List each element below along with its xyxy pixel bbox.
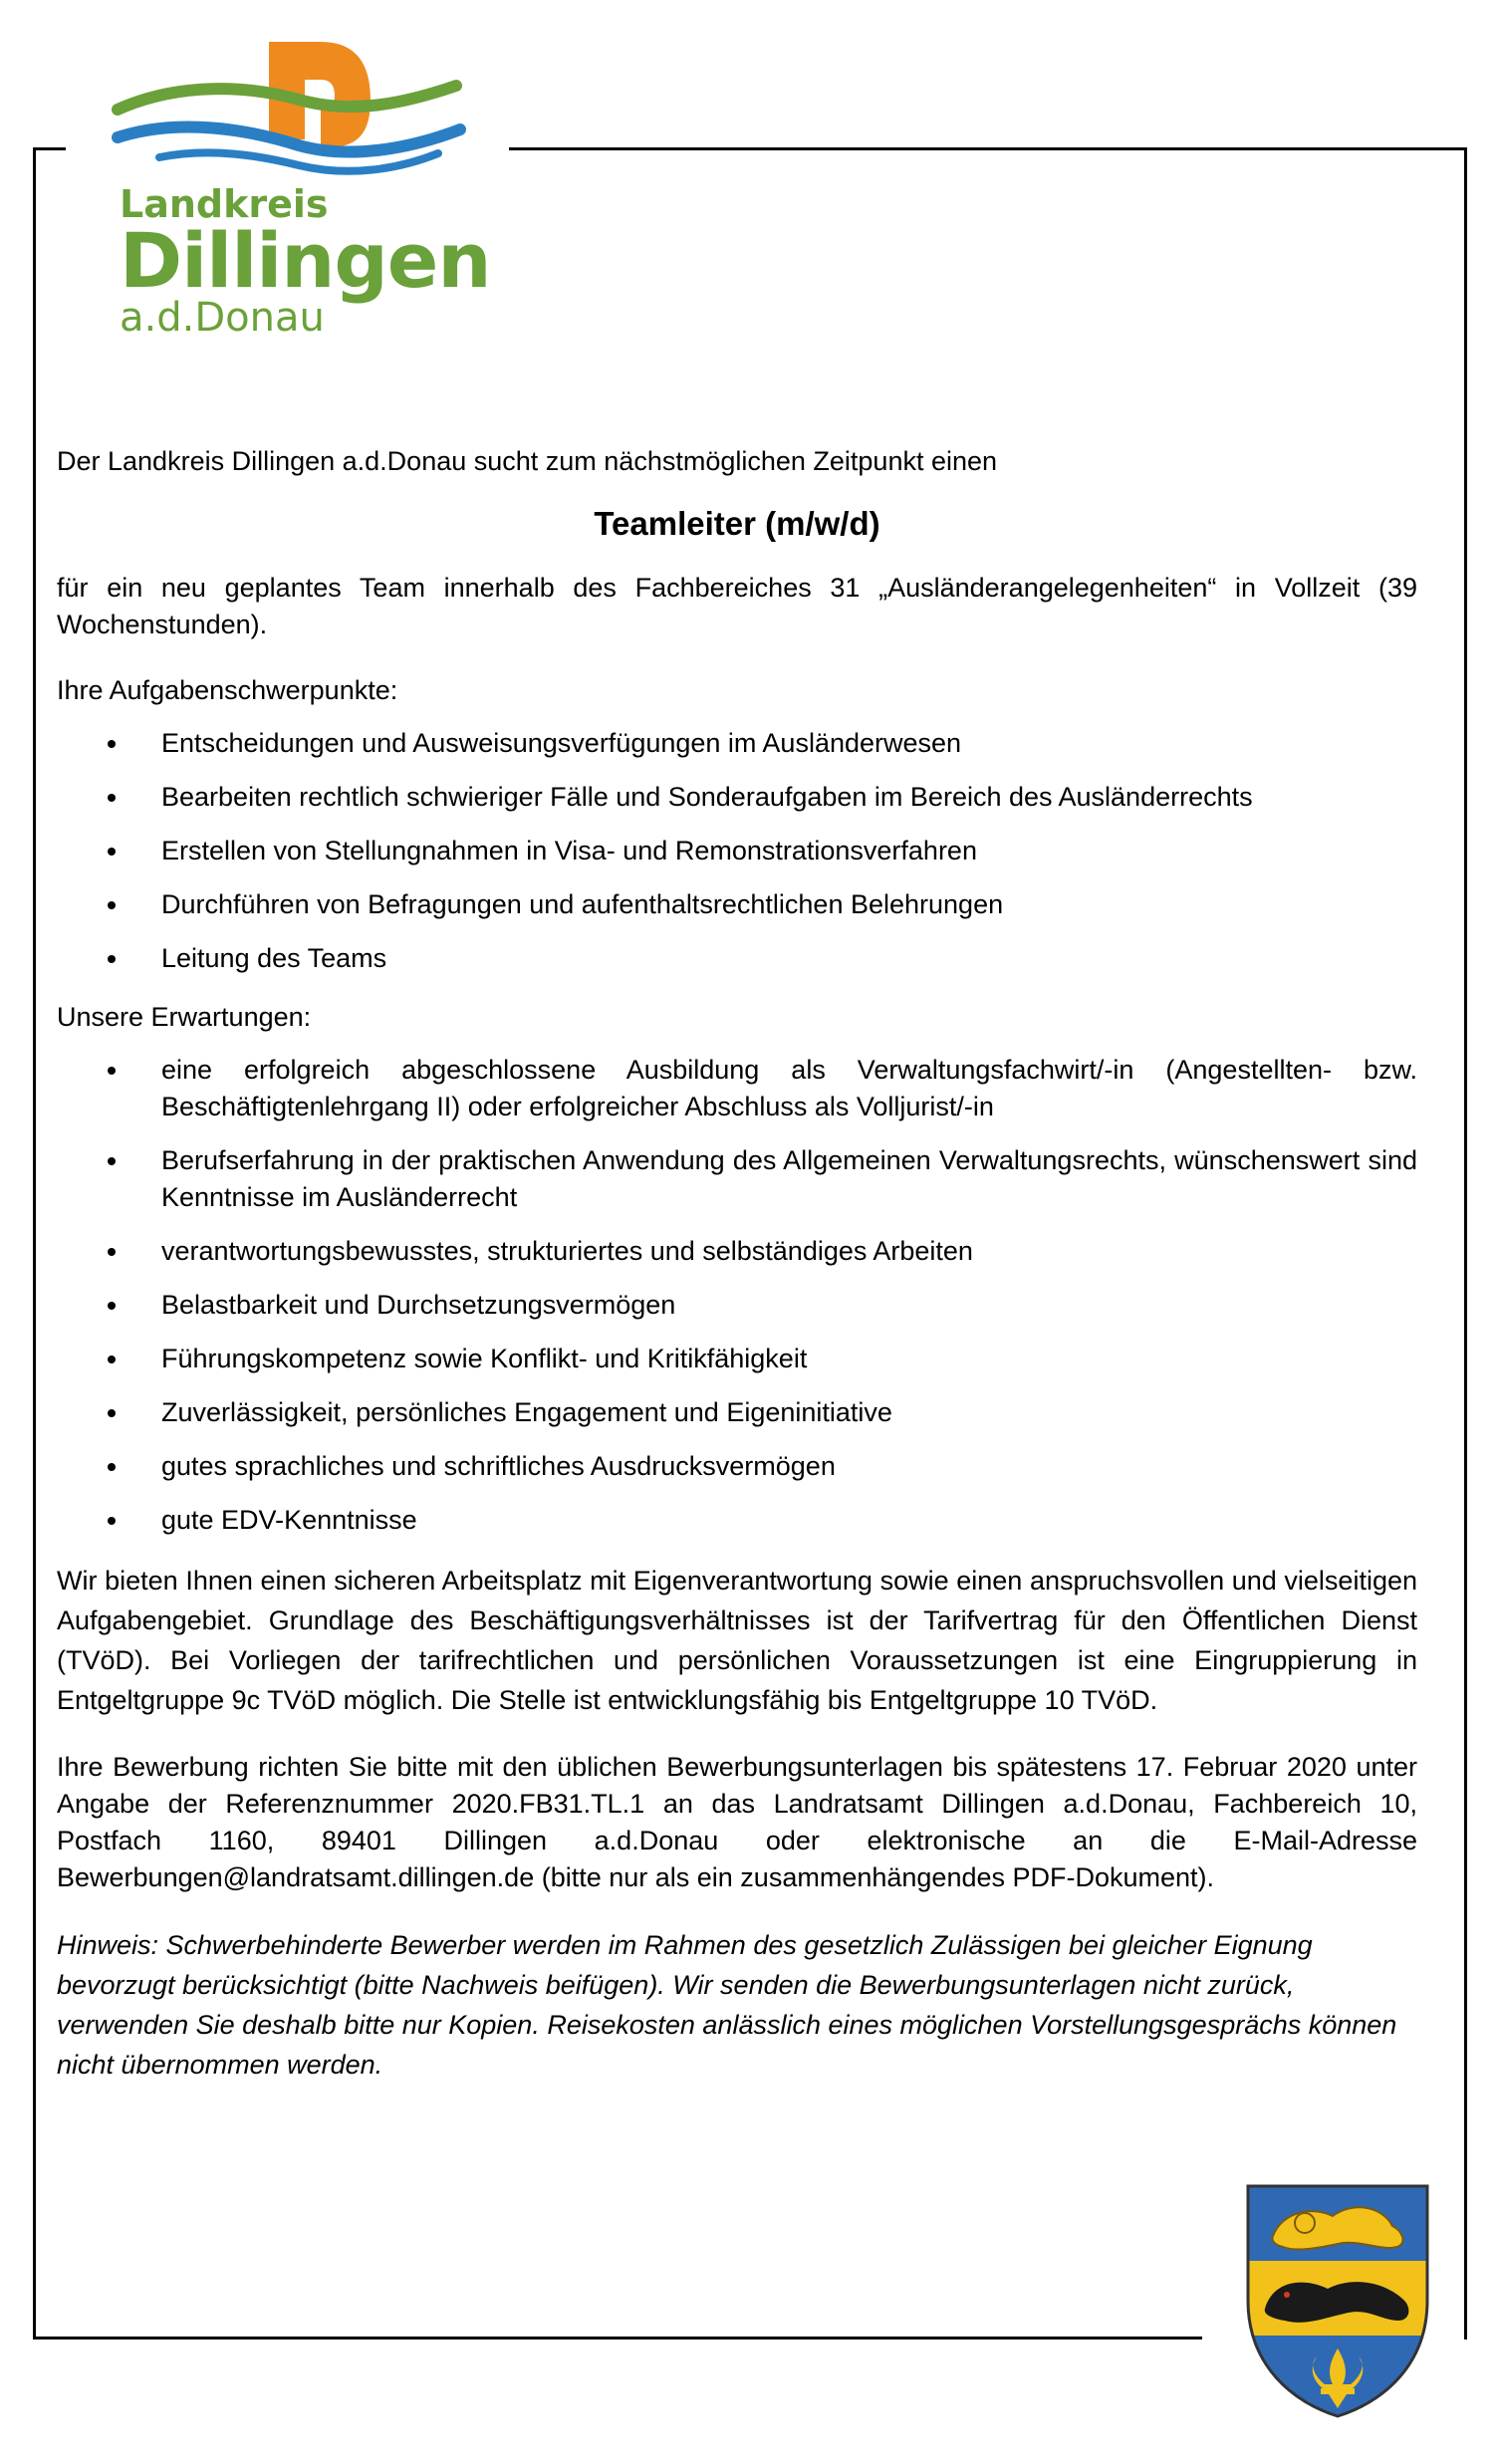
intro-text: Der Landkreis Dillingen a.d.Donau sucht zum nächstmöglichen Zeitpunkt einen xyxy=(57,446,998,476)
logo-dillingen: Dillingen xyxy=(120,216,491,305)
list-item: Zuverlässigkeit, persönliches Engagement und Eigeninitiative xyxy=(57,1394,1417,1431)
job-posting xyxy=(57,443,1417,2085)
list-item: Führungskompetenz sowie Konflikt- und Kritikfähigkeit xyxy=(57,1341,1417,1377)
note-text: Hinweis: Schwerbehinderte Bewerber werden im Rahmen des gesetzlich Zulässigen bei gleicher Eignung bevorzugt berücksichtigt (bitte Nachweis beifügen). Wir senden die Bewerbungsunterlagen nicht zurück, verwenden Sie deshalb bitte nur Kopien. Reisekosten anlässlich eines möglichen Vorstellungsgesprächs können nicht übernommen werden. xyxy=(57,1930,1397,2080)
list-item: Berufserfahrung in der praktischen Anwendung des Allgemeinen Verwaltungsrechts, wünschenswert sind Kenntnisse im Ausländerrecht xyxy=(57,1142,1417,1216)
frame-bottom xyxy=(33,2337,1202,2340)
expectations-list xyxy=(57,1052,1417,1539)
bullet-icon xyxy=(108,1157,116,1165)
coat-of-arms-icon xyxy=(1243,2181,1432,2420)
bullet-icon xyxy=(108,1463,116,1471)
list-item: Durchführen von Befragungen und aufenthaltsrechtlichen Belehrungen xyxy=(57,886,1417,923)
frame-right xyxy=(1464,147,1467,2340)
logo-text xyxy=(120,182,491,341)
list-item: Leitung des Teams xyxy=(57,940,1417,977)
frame-top-right xyxy=(509,147,1467,150)
list-item: gutes sprachliches und schriftliches Ausdrucksvermögen xyxy=(57,1448,1417,1485)
list-item: Erstellen von Stellungnahmen in Visa- und Remonstrationsverfahren xyxy=(57,833,1417,869)
logo-donau: a.d.Donau xyxy=(120,295,325,341)
bullet-icon xyxy=(108,1355,116,1363)
expectations-heading: Unsere Erwartungen: xyxy=(57,1002,312,1032)
bullet-icon xyxy=(108,794,116,802)
application-text: Ihre Bewerbung richten Sie bitte mit den üblichen Bewerbungsunterlagen bis spätestens 17. Februar 2020 unter Angabe der Referenznummer 2020.FB31.TL.1 an das Landratsamt Dillingen a.d.Donau, Fachbereich 10, Postfach 1160, 89401 Dillingen a.d.Donau oder elektronische an die E-Mail-Adresse Bewerbungen@landratsamt.dillingen.de (bitte nur als ein zusammenhängendes PDF-Dokument). xyxy=(57,1752,1417,1892)
bullet-icon xyxy=(108,1409,116,1417)
list-item: gute EDV-Kenntnisse xyxy=(57,1502,1417,1539)
offer-text: Wir bieten Ihnen einen sicheren Arbeitsplatz mit Eigenverantwortung sowie einen anspruchsvollen und vielseitigen Aufgabengebiet. Grundlage des Beschäftigungsverhältnisses ist der Tarifvertrag für den Öffentlichen Dienst (TVöD). Bei Vorliegen der tarifrechtlichen und persönlichen Voraussetzungen ist eine Eingruppierung in Entgeltgruppe 9c TVöD möglich. Die Stelle ist entwicklungsfähig bis Entgeltgruppe 10 TVöD. xyxy=(57,1566,1417,1715)
tasks-list xyxy=(57,725,1417,977)
bullet-icon xyxy=(108,1067,116,1075)
bullet-icon xyxy=(108,848,116,856)
list-item: Bearbeiten rechtlich schwieriger Fälle und Sonderaufgaben im Bereich des Ausländerrechts xyxy=(57,779,1417,816)
tasks-heading: Ihre Aufgabenschwerpunkte: xyxy=(57,675,398,705)
bullet-icon xyxy=(108,1517,116,1525)
bullet-icon xyxy=(108,1248,116,1256)
bullet-icon xyxy=(108,955,116,963)
logo-landkreis: Landkreis xyxy=(120,182,329,226)
job-title: Teamleiter (m/w/d) xyxy=(594,505,880,542)
list-item: Belastbarkeit und Durchsetzungsvermögen xyxy=(57,1287,1417,1324)
job-description: für ein neu geplantes Team innerhalb des Fachbereiches 31 „Ausländerangelegenheiten“ in Vollzeit (39 Wochenstunden). xyxy=(57,573,1417,639)
frame-left xyxy=(33,147,36,2340)
frame-top-left xyxy=(33,147,66,150)
bullet-icon xyxy=(108,740,116,748)
bullet-icon xyxy=(108,1302,116,1310)
list-item: verantwortungsbewusstes, strukturiertes und selbständiges Arbeiten xyxy=(57,1233,1417,1270)
bullet-icon xyxy=(108,901,116,909)
list-item: eine erfolgreich abgeschlossene Ausbildung als Verwaltungsfachwirt/-in (Angestellten- bzw. Beschäftigtenlehrgang II) oder erfolgreicher Abschluss als Volljurist/-in xyxy=(57,1052,1417,1125)
list-item: Entscheidungen und Ausweisungsverfügungen im Ausländerwesen xyxy=(57,725,1417,762)
